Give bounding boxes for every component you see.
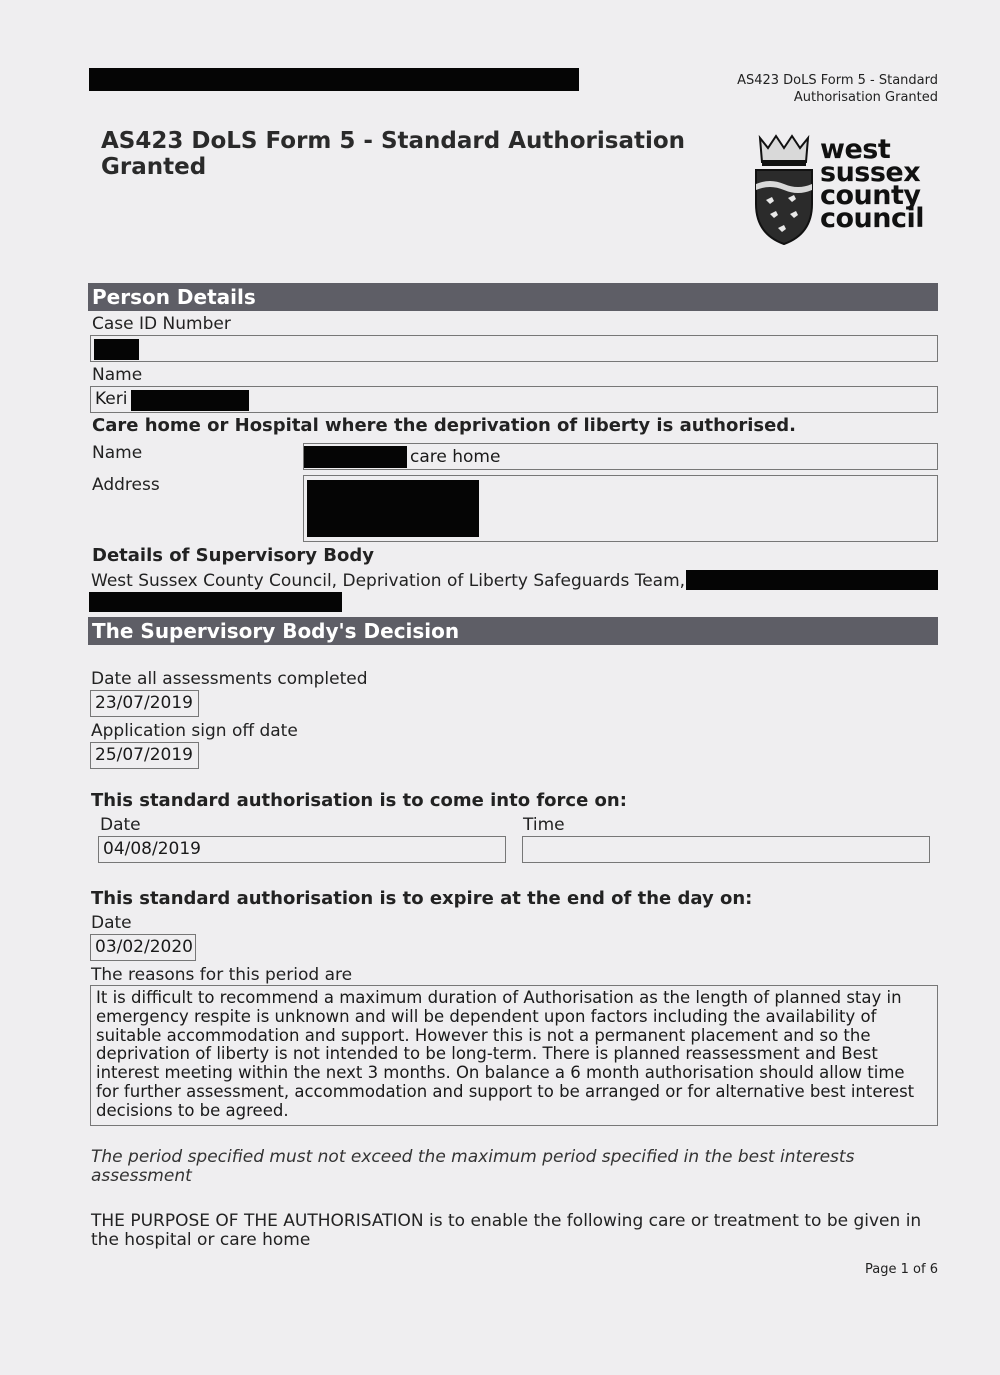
page-title-line2: Granted [101,154,207,180]
person-name-field [90,386,938,413]
supervisory-body-text: West Sussex County Council, Deprivation of Liberty Safeguards Team, [91,571,686,591]
redaction-bar [307,480,479,537]
assessments-date-label: Date all assessments completed [91,669,368,689]
page-title-line1: AS423 DoLS Form 5 - Standard Authorisation [101,128,686,154]
care-home-name-value: care home [410,447,501,467]
reasons-text-box: It is difficult to recommend a maximum duration of Authorisation as the length of planned stay in emergency respite is unknown and will be dependent upon factors including the availability of suitable accommodation and support. However this is not a permanent placement and so the deprivation of liberty is not intended to be long-term. There is planned reassessment and Best interest meeting within the next 3 months. On balance a 6 month authorisation should allow time for further assessment, accommodation and support to be arranged or for alternative best interest decisions to be agreed. [90,985,938,1126]
case-id-field [90,335,938,362]
expiry-date-field: 03/02/2020 [90,934,196,961]
logo-text-line: county [820,180,921,211]
purpose-statement: THE PURPOSE OF THE AUTHORISATION is to enable the following care or treatment to be given in the hospital or care home [91,1211,922,1250]
care-home-address-label: Address [92,475,160,495]
page-title [101,128,701,180]
form-reference-line2: Authorisation Granted [793,90,938,105]
form-reference [737,72,938,106]
reasons-label: The reasons for this period are [91,965,353,985]
come-into-force-heading: This standard authorisation is to come into force on: [91,790,627,811]
force-date-field: 04/08/2019 [98,836,506,863]
force-date-label: Date [100,815,141,835]
case-id-label: Case ID Number [92,314,231,334]
person-details-header: Person Details [88,283,938,311]
logo-text-line: sussex [820,157,921,188]
logo-text-line: west [820,134,891,165]
redaction-bar [131,390,249,411]
logo-text-line: council [820,203,925,234]
form-reference-line1: AS423 DoLS Form 5 - Standard [737,73,938,88]
period-note: The period specified must not exceed the maximum period specified in the best interests assessment [91,1147,855,1186]
signoff-date-label: Application sign off date [91,721,298,741]
redaction-bar [94,339,139,360]
supervisory-body-heading: Details of Supervisory Body [92,545,374,566]
person-name-label: Name [92,365,143,385]
signoff-date-field: 25/07/2019 [90,742,199,769]
care-home-name-label: Name [92,443,143,463]
assessments-date-field: 23/07/2019 [90,690,199,717]
redaction-bar [686,570,938,590]
council-logo [752,134,942,249]
person-name-value: Keri [95,389,128,409]
decision-header: The Supervisory Body's Decision [88,617,938,645]
redaction-bar [304,446,407,468]
council-logo-text [820,134,925,234]
redaction-bar [89,68,579,91]
expiry-heading: This standard authorisation is to expire at the end of the day on: [91,888,753,909]
care-home-address-field [303,475,938,542]
force-time-label: Time [523,815,565,835]
redaction-bar [89,592,342,612]
page-number: Page 1 of 6 [865,1262,938,1277]
care-home-heading: Care home or Hospital where the deprivation of liberty is authorised. [92,415,797,436]
force-time-field [522,836,930,863]
expiry-date-label: Date [91,913,132,933]
council-crest-icon [752,134,816,246]
care-home-name-field [303,443,938,470]
